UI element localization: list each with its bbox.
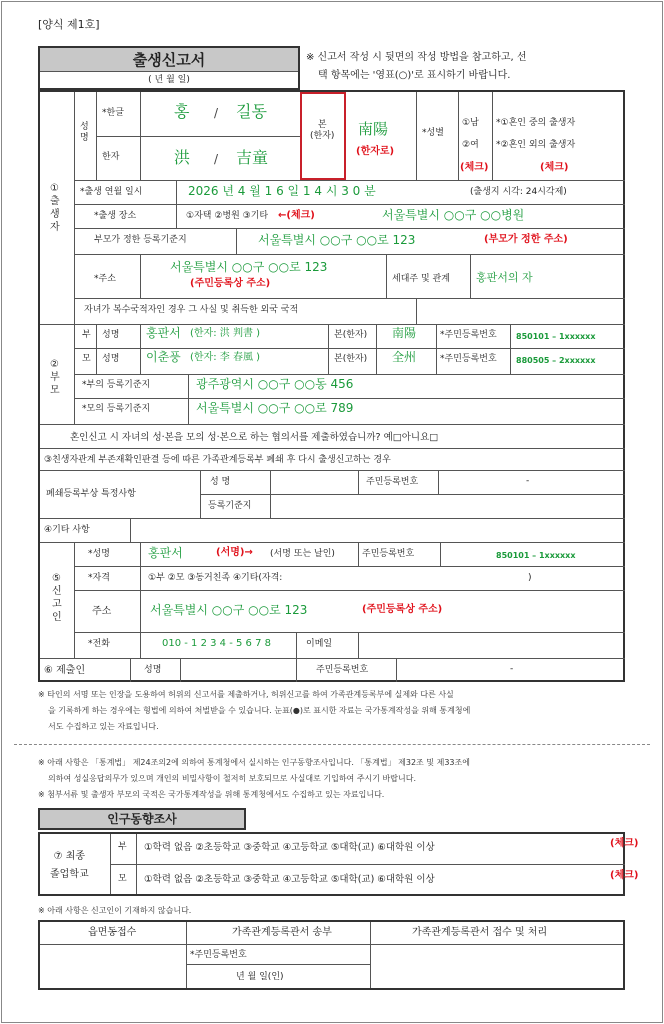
birth-datetime-value[interactable]: 2026 년 4 월 1 6 일 1 4 시 3 0 분 [188,184,376,198]
slash: / [214,152,219,166]
agreement-question[interactable]: 혼인신고 시 자녀의 성·본을 모의 성·본으로 하는 협의서를 제출하였습니까? 예□아니요□ [70,432,439,443]
mother-education-options[interactable]: ①학력 없음 ②초등학교 ③중학교 ④고등학교 ⑤대학(교) ⑥대학원 이상 [144,874,435,885]
mother-bon-value[interactable]: 全州 [392,350,417,364]
hangul-given-name[interactable]: 길동 [236,102,267,121]
parents-section-label: ②부모 [50,359,60,396]
mother-rrn-label: *주민등록번호 [440,354,497,364]
father-hanja-value[interactable]: (한자: 洪 判書 ) [190,328,261,339]
main-form-grid [38,90,625,682]
reporter-email-label: 이메일 [306,639,333,649]
mother-name-label: 성명 [102,354,120,364]
child-address-label: *주소 [94,274,116,284]
note-2-line-1: ※ 아래 사항은 「통계법」 제24조의2에 의하여 통계청에서 실시하는 인구동향조사입니다. 「통계법」 제32조 및 제33조에 [38,758,470,767]
hangul-family-name[interactable]: 홍 [174,102,190,121]
reporter-rrn-value[interactable]: 850101 – 1xxxxxx [496,551,576,560]
sex-label: *성별 [422,128,444,138]
father-label: 부 [82,330,91,340]
sex-female-option[interactable]: ②여 [462,140,479,150]
reporter-sign-note: (서명)→ [216,547,253,558]
note-3: ※ 첨부서류 및 출생자 부모의 국적은 국가통계작성을 위해 통계청에서도 수집하고 있는 자료입니다. [38,790,385,799]
hangul-label: *한글 [102,108,124,118]
parent-registry-label: 부모가 정한 등록기준지 [94,235,187,245]
closed-name-label: 성 명 [210,477,231,487]
survey-title: 인구동향조사 [38,808,246,830]
birth-place-check: ←(체크) [278,210,315,221]
page-title: 출생신고서 [40,48,298,72]
education-label: ⑦ 최종 졸업학교 [50,851,89,880]
reporter-sign-hint[interactable]: (서명 또는 날인) [270,549,335,559]
instruction-line-1: ※ 신고서 작성 시 뒷면의 작성 방법을 참고하고, 선 [306,52,527,63]
bon-label: 본 (한자) [310,120,335,141]
hanja-given-name[interactable]: 吉童 [236,148,269,167]
marriage-out-option[interactable]: *②혼인 외의 출생자 [496,140,576,150]
child-address-value[interactable]: 서울특별시 ○○구 ○○로 123 [170,260,328,274]
reporter-qualification-options[interactable]: ①부 ②모 ③동거친족 ④기타(자격: [148,573,283,583]
reporter-name-label: *성명 [88,549,110,559]
survey-mother-label: 모 [118,874,127,884]
cut-line [14,744,650,745]
father-rrn-label: *주민등록번호 [440,330,497,340]
parent-registry-value[interactable]: 서울특별시 ○○구 ○○로 123 [258,233,416,247]
hanja-label: 한자 [102,152,120,162]
birth-time-note: (출생지 시각: 24시각제) [470,187,567,197]
submitter-rrn-label: 주민등록번호 [316,665,369,675]
closed-register-label: 폐쇄등록부상 특정사항 [46,489,136,499]
mother-education-check: (체크) [610,870,639,881]
reporter-phone-label: *전화 [88,639,110,649]
child-address-note: (주민등록상 주소) [190,278,271,289]
survey-grid [38,832,625,896]
closed-registry-label: 등록기준지 [208,501,252,511]
office-rrn-label: *주민등록번호 [190,950,247,960]
office-date-line: 년 월 일(인) [236,972,284,982]
father-registry-label: *부의 등록기준지 [82,380,151,390]
note-1-line-3: 서도 수집하고 있는 자료입니다. [48,722,159,731]
form-label: [양식 제1호] [38,18,100,31]
instruction-line-2: 택 항목에는 '영표(○)'로 표시하기 바랍니다. [318,70,511,81]
father-bon-label: 본(한자) [334,330,368,340]
reporter-phone-value[interactable]: 010 - 1 2 3 4 - 5 6 7 8 [162,638,271,649]
office-col-1: 읍면동접수 [88,927,137,938]
reporter-qualification-label: *자격 [88,573,110,583]
mother-name-value[interactable]: 이춘풍 [146,350,181,364]
other-matters-label: ④기타 사항 [44,525,90,535]
sex-check-note: (체크) [460,162,489,173]
note-1-line-1: ※ 타인의 서명 또는 인장을 도용하여 허위의 신고서를 제출하거나, 허위신고를 하여 가족관계등록부에 실제와 다른 사실 [38,690,454,699]
household-label: 세대주 및 관계 [392,274,450,284]
sex-male-option[interactable]: ①남 [462,118,479,128]
father-name-value[interactable]: 홍판서 [146,326,181,340]
marriage-in-option[interactable]: *①혼인 중의 출생자 [496,118,576,128]
mother-registry-value[interactable]: 서울특별시 ○○구 ○○로 789 [196,401,354,415]
note-1-line-2: 을 기록하게 하는 경우에는 형법에 의하여 처벌받을 수 있습니다. 눈표(●)로 표시한 자료는 국가통계작성을 위해 통계청에 [48,706,471,715]
birth-datetime-label: *출생 연월 일시 [80,187,143,197]
reporter-address-label: 주소 [92,606,112,617]
title-box [38,46,300,90]
office-note: ※ 아래 사항은 신고인이 기재하지 않습니다. [38,906,192,915]
reporter-rrn-label: 주민등록번호 [362,549,415,559]
father-rrn-value[interactable]: 850101 – 1xxxxxx [516,332,596,341]
reporter-qualification-close: ) [528,573,532,583]
reporter-name-value[interactable]: 홍판서 [148,546,183,560]
slash: / [214,106,219,120]
father-education-check: (체크) [610,838,639,849]
reporter-address-value[interactable]: 서울특별시 ○○구 ○○로 123 [150,603,308,617]
parent-registry-note: (부모가 정한 주소) [484,234,568,245]
marriage-check-note: (체크) [540,162,569,173]
date-line: ( 년 월 일) [148,75,190,85]
mother-registry-label: *모의 등록기준지 [82,404,151,414]
child-name-label: 성명 [80,122,89,143]
father-name-label: 성명 [102,330,120,340]
birth-place-label: *출생 장소 [94,211,137,221]
closed-rrn-dash: - [526,476,530,486]
father-education-options[interactable]: ①학력 없음 ②초등학교 ③중학교 ④고등학교 ⑤대학(교) ⑥대학원 이상 [144,842,435,853]
office-col-3: 가족관계등록관서 접수 및 처리 [412,927,548,938]
reporter-address-note: (주민등록상 주소) [362,604,443,615]
father-registry-value[interactable]: 광주광역시 ○○구 ○○동 456 [196,377,354,391]
bon-box [300,92,346,180]
household-value[interactable]: 홍판서의 자 [476,271,533,284]
bon-note: (한자로) [356,146,395,157]
birth-place-value[interactable]: 서울특별시 ○○구 ○○병원 [382,208,525,222]
survey-father-label: 부 [118,842,127,852]
dual-nationality-label: 자녀가 복수국적자인 경우 그 사실 및 취득한 외국 국적 [84,305,299,315]
note-2-line-2: 의하여 성실응답의무가 있으며 개인의 비밀사항이 철저히 보호되므로 사실대로 기입하여 주시기 바랍니다. [48,774,417,783]
office-col-2: 가족관계등록관서 송부 [232,927,332,938]
submitter-name-label: 성명 [144,665,162,675]
office-grid [38,920,625,990]
mother-label: 모 [82,354,91,364]
submitter-rrn-dash: - [510,664,514,674]
birth-place-options[interactable]: ①자택 ②병원 ③기타 [186,211,269,221]
submitter-label: ⑥ 제출인 [44,665,86,676]
child-section-label: ①출생자 [50,183,60,233]
row3-label: ③친생자관계 부존재확인판결 등에 따른 가족관계등록부 폐쇄 후 다시 출생신고하는 경우 [44,455,391,465]
reporter-section-label: ⑤신고인 [52,573,62,623]
hanja-family-name[interactable]: 洪 [174,148,191,167]
mother-hanja-value[interactable]: (한자: 李 春風 ) [190,352,261,363]
father-bon-value[interactable]: 南陽 [392,326,417,340]
mother-rrn-value[interactable]: 880505 – 2xxxxxx [516,356,596,365]
closed-rrn-label: 주민등록번호 [366,477,419,487]
bon-value[interactable]: 南陽 [358,120,389,138]
mother-bon-label: 본(한자) [334,354,368,364]
